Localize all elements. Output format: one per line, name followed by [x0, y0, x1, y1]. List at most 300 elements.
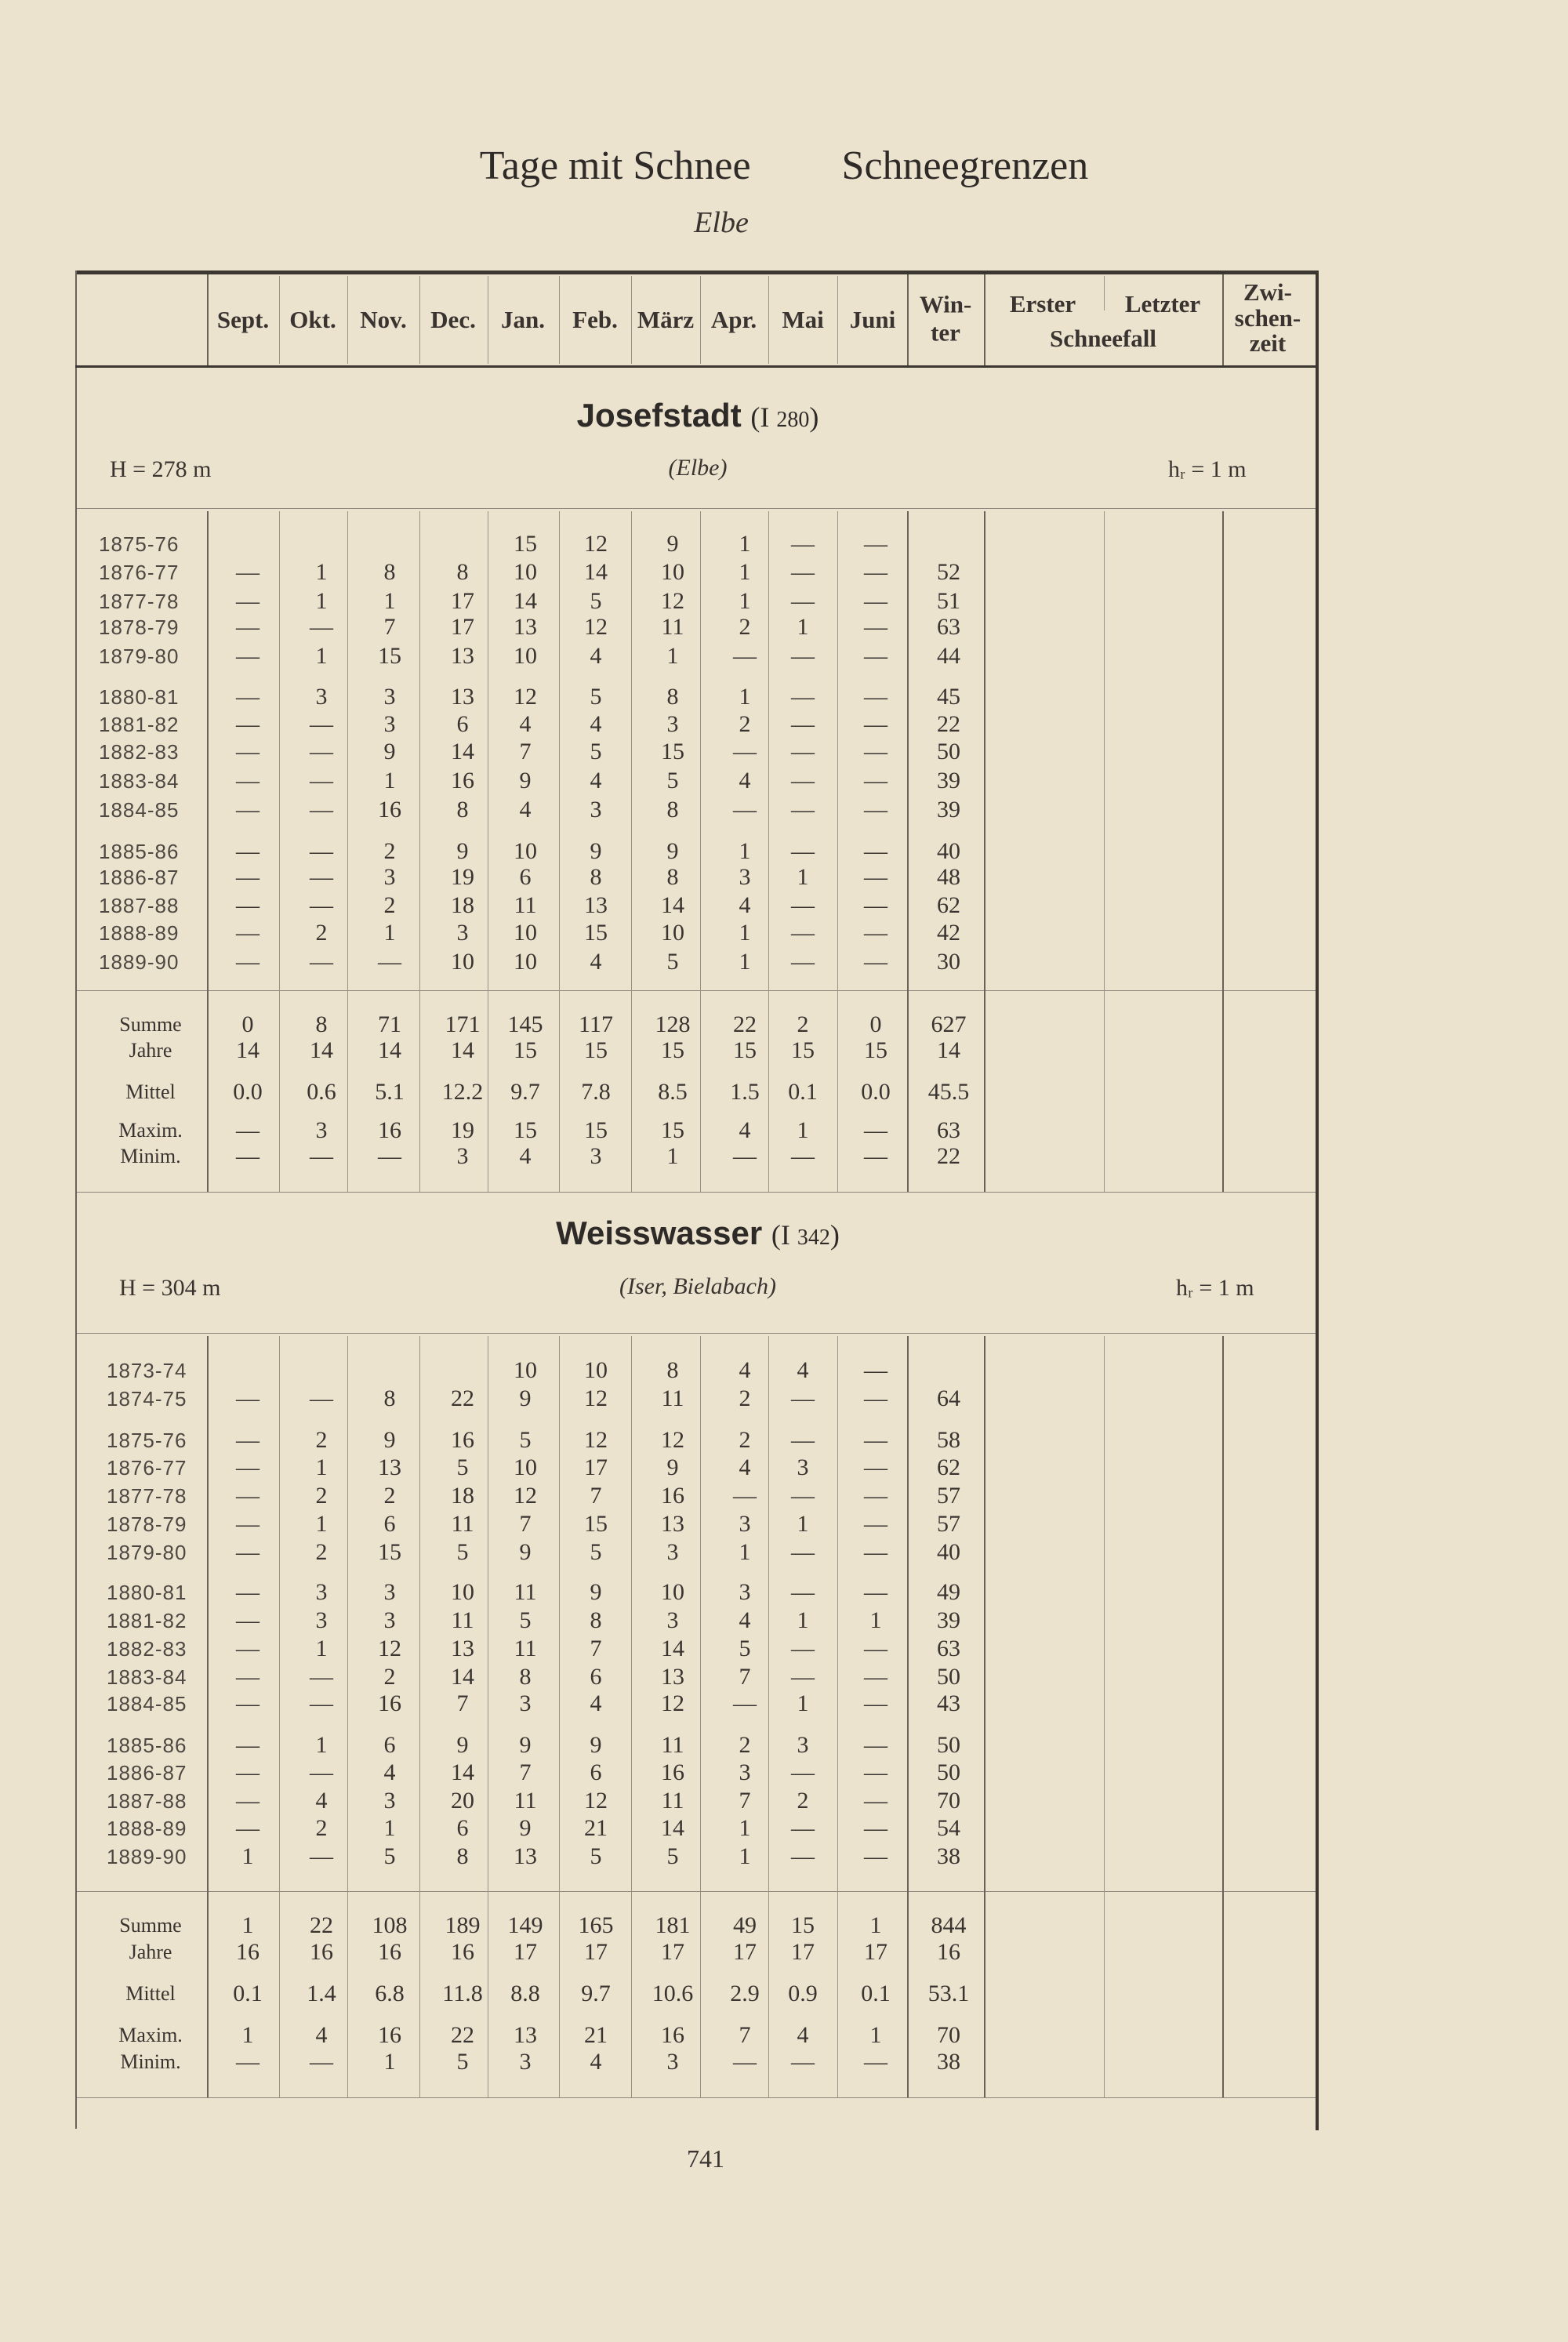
row-year: 1888-89: [99, 921, 180, 945]
table-cell: —: [310, 1690, 333, 1716]
table-cell: 1: [739, 949, 751, 975]
table-cell: 1: [797, 1690, 809, 1716]
page-number: 741: [687, 2144, 724, 2173]
summary-label: Maxim.: [118, 1119, 183, 1142]
table-cell: 12: [514, 684, 537, 710]
row-year: 1885-86: [107, 1734, 187, 1757]
summary-cell: 181: [655, 1912, 691, 1938]
column-rule: [347, 1336, 348, 2097]
table-cell: —: [864, 1690, 887, 1716]
table-cell: 1: [666, 643, 679, 669]
table-cell: 11: [514, 1636, 537, 1661]
row-year: 1883-84: [99, 769, 180, 793]
table-cell: 1: [739, 1843, 751, 1869]
row-year: 1888-89: [107, 1817, 187, 1840]
row-year: 1889-90: [99, 950, 180, 974]
section-bottom-rule: [77, 1192, 1316, 1193]
table-cell: —: [236, 1511, 260, 1537]
header-between: [1235, 280, 1301, 357]
table-cell: 4: [739, 768, 751, 793]
table-cell: —: [310, 768, 333, 793]
summary-cell: 63: [937, 1117, 960, 1143]
table-cell: —: [864, 1539, 887, 1565]
table-cell: 9: [666, 838, 679, 864]
summary-cell: —: [864, 2049, 887, 2075]
table-cell: 2: [315, 1483, 328, 1509]
table-cell: —: [791, 892, 815, 918]
column-rule: [907, 511, 909, 1192]
column-rule: [279, 511, 280, 1192]
summary-cell: 16: [378, 1117, 401, 1143]
column-rule: [1104, 1336, 1105, 2097]
table-cell: 3: [383, 864, 396, 890]
station-title: [556, 1215, 840, 1252]
table-cell: 9: [383, 739, 396, 764]
table-cell: 17: [451, 614, 474, 640]
table-cell: 5: [666, 949, 679, 975]
table-cell: —: [791, 1427, 815, 1453]
summary-cell: 5: [456, 2049, 469, 2075]
table-cell: 13: [378, 1454, 401, 1480]
summary-cell: 70: [937, 2022, 960, 2048]
table-cell: 3: [797, 1732, 809, 1758]
table-cell: 2: [797, 1788, 809, 1814]
table-cell: —: [236, 864, 260, 890]
table-cell: 1: [315, 1454, 328, 1480]
summary-cell: 8.8: [510, 1981, 540, 2006]
table-cell: 4: [739, 1357, 751, 1383]
summary-cell: 1: [869, 2022, 882, 2048]
table-cell: —: [310, 711, 333, 737]
table-cell: —: [791, 1539, 815, 1565]
summary-cell: 22: [310, 1912, 333, 1938]
summary-cell: 53.1: [927, 1981, 970, 2006]
summary-cell: 1: [241, 2022, 254, 2048]
summary-cell: —: [310, 1143, 333, 1169]
summary-cell: 9.7: [581, 1981, 611, 2006]
summary-cell: 0.1: [861, 1981, 891, 2006]
table-cell: 8: [456, 559, 469, 585]
table-cell: 3: [315, 1579, 328, 1605]
table-cell: —: [236, 1815, 260, 1841]
summary-cell: 1: [666, 1143, 679, 1169]
table-cell: —: [864, 920, 887, 946]
column-rule: [559, 511, 560, 1192]
row-year: 1886-87: [107, 1761, 187, 1785]
table-cell: 9: [590, 1579, 602, 1605]
table-cell: 6: [456, 1815, 469, 1841]
table-cell: 14: [451, 1759, 474, 1785]
table-cell: 5: [590, 1843, 602, 1869]
row-year: 1889-90: [107, 1845, 187, 1868]
summary-cell: 627: [931, 1011, 967, 1037]
table-cell: 11: [661, 1788, 684, 1814]
table-cell: 12: [584, 1427, 608, 1453]
row-year: 1887-88: [99, 894, 180, 917]
summary-cell: —: [733, 2049, 757, 2075]
table-cell: 1: [797, 1511, 809, 1537]
row-year: 1876-77: [107, 1456, 187, 1480]
header-between-line1: Zwi-: [1243, 278, 1292, 307]
table-cell: 3: [315, 684, 328, 710]
table-cell: 1: [383, 588, 396, 614]
table-cell: 10: [451, 949, 474, 975]
summary-cell: 16: [661, 2022, 684, 2048]
row-year: 1873-74: [107, 1359, 187, 1382]
table-cell: 2: [383, 892, 396, 918]
summary-cell: 1.5: [730, 1079, 760, 1105]
table-cell: 10: [661, 1579, 684, 1605]
summary-cell: 15: [733, 1037, 757, 1063]
table-cell: 7: [590, 1483, 602, 1509]
column-rule: [419, 511, 420, 1192]
table-cell: 43: [937, 1690, 960, 1716]
table-cell: 4: [739, 1454, 751, 1480]
row-year: 1878-79: [107, 1512, 187, 1536]
table-cell: —: [791, 920, 815, 946]
station-name: Josefstadt: [576, 397, 742, 434]
row-year: 1882-83: [99, 740, 180, 764]
table-cell: 8: [456, 1843, 469, 1869]
table-cell: —: [791, 1664, 815, 1690]
table-cell: —: [791, 1636, 815, 1661]
row-year: 1874-75: [107, 1387, 187, 1411]
table-cell: 3: [456, 920, 469, 946]
table-cell: 2: [315, 1539, 328, 1565]
column-rule: [984, 1336, 985, 2097]
table-cell: —: [236, 1690, 260, 1716]
summary-cell: 8.5: [658, 1079, 688, 1105]
table-cell: 12: [584, 1385, 608, 1411]
station-hr: hᵣ = 1 m: [1168, 456, 1247, 482]
table-cell: 3: [590, 797, 602, 822]
table-cell: 1: [315, 1511, 328, 1537]
station-ref-suffix: ): [829, 1219, 840, 1251]
table-cell: —: [310, 892, 333, 918]
table-cell: 12: [378, 1636, 401, 1661]
table-cell: 1: [739, 1539, 751, 1565]
summary-cell: 15: [791, 1037, 815, 1063]
summary-cell: 3: [315, 1117, 328, 1143]
summary-cell: 149: [507, 1912, 543, 1938]
table-cell: 45: [937, 684, 960, 710]
summary-cell: 4: [315, 2022, 328, 2048]
table-cell: 2: [315, 920, 328, 946]
table-cell: 16: [661, 1759, 684, 1785]
table-cell: —: [733, 797, 757, 822]
summary-cell: 3: [519, 2049, 532, 2075]
table-cell: 11: [514, 1788, 537, 1814]
table-cell: 3: [739, 1759, 751, 1785]
table-cell: 11: [451, 1607, 474, 1633]
table-cell: —: [733, 1690, 757, 1716]
column-rule: [279, 1336, 280, 2097]
table-cell: 5: [383, 1843, 396, 1869]
table-cell: 1: [315, 643, 328, 669]
table-cell: 2: [383, 1483, 396, 1509]
table-cell: 1: [797, 1607, 809, 1633]
table-cell: 39: [937, 1607, 960, 1633]
table-cell: —: [864, 768, 887, 793]
table-cell: 9: [456, 1732, 469, 1758]
header-between-line2: schen-: [1234, 303, 1301, 332]
station-name: Weisswasser: [556, 1215, 763, 1251]
summary-cell: 0.0: [233, 1079, 263, 1105]
table-cell: 2: [739, 1732, 751, 1758]
summary-rule: [77, 1891, 1316, 1892]
station-ref: [771, 1219, 840, 1251]
summary-cell: 0.6: [307, 1079, 336, 1105]
table-cell: 10: [661, 920, 684, 946]
section-bottom-rule: [77, 2097, 1316, 2098]
summary-cell: 10.6: [652, 1981, 694, 2006]
table-cell: 8: [666, 864, 679, 890]
summary-label: Minim.: [120, 1145, 181, 1167]
table-cell: 3: [739, 1511, 751, 1537]
table-cell: 14: [451, 739, 474, 764]
summary-cell: —: [236, 2049, 260, 2075]
table-cell: —: [236, 1788, 260, 1814]
table-cell: 13: [451, 1636, 474, 1661]
summary-cell: 12.2: [441, 1079, 484, 1105]
row-year: 1881-82: [107, 1609, 187, 1632]
table-cell: 44: [937, 643, 960, 669]
column-rule: [984, 511, 985, 1192]
summary-cell: 165: [578, 1912, 614, 1938]
summary-rule: [77, 990, 1316, 991]
row-year: 1875-76: [99, 532, 180, 556]
header-month-7: März: [637, 306, 695, 334]
table-cell: 2: [383, 838, 396, 864]
summary-cell: 17: [733, 1939, 757, 1965]
column-rule: [559, 1336, 560, 2097]
summary-cell: 16: [378, 2022, 401, 2048]
table-cell: —: [864, 838, 887, 864]
summary-cell: 14: [236, 1037, 260, 1063]
table-cell: 10: [451, 1579, 474, 1605]
table-cell: —: [310, 1843, 333, 1869]
table-cell: 40: [937, 838, 960, 864]
section-rule: [77, 1333, 1316, 1334]
table-cell: 13: [661, 1664, 684, 1690]
table-cell: 39: [937, 768, 960, 793]
table-cell: 22: [451, 1385, 474, 1411]
table-cell: 62: [937, 892, 960, 918]
table-cell: 6: [590, 1664, 602, 1690]
summary-cell: 844: [931, 1912, 967, 1938]
table-cell: 49: [937, 1579, 960, 1605]
table-cell: 10: [514, 920, 537, 946]
table-cell: 12: [661, 1690, 684, 1716]
summary-cell: 9.7: [510, 1079, 540, 1105]
table-cell: —: [236, 684, 260, 710]
table-cell: —: [310, 739, 333, 764]
column-rule: [207, 511, 209, 1192]
table-cell: —: [236, 614, 260, 640]
table-cell: —: [864, 1664, 887, 1690]
table-cell: —: [236, 1732, 260, 1758]
table-cell: 1: [739, 920, 751, 946]
table-cell: 7: [519, 739, 532, 764]
station-ref: [750, 401, 818, 433]
table-cell: 10: [661, 559, 684, 585]
summary-cell: 3: [456, 1143, 469, 1169]
table-cell: —: [864, 1427, 887, 1453]
summary-cell: —: [310, 2049, 333, 2075]
table-cell: —: [864, 588, 887, 614]
header-month-8: Apr.: [710, 306, 757, 334]
table-cell: 6: [519, 864, 532, 890]
table-cell: —: [236, 1636, 260, 1661]
table-cell: 10: [514, 643, 537, 669]
table-cell: —: [733, 643, 757, 669]
station-ref-number: 342: [797, 1225, 830, 1250]
table-cell: 2: [739, 1427, 751, 1453]
table-cell: —: [791, 588, 815, 614]
table-cell: 9: [519, 1539, 532, 1565]
table-cell: 7: [383, 614, 396, 640]
table-cell: 50: [937, 1664, 960, 1690]
summary-cell: 4: [739, 1117, 751, 1143]
summary-cell: 145: [507, 1011, 543, 1037]
table-cell: 9: [519, 768, 532, 793]
summary-cell: —: [236, 1117, 260, 1143]
row-year: 1884-85: [99, 798, 180, 822]
row-year: 1881-82: [99, 713, 180, 736]
table-cell: 16: [378, 1690, 401, 1716]
table-cell: 13: [514, 1843, 537, 1869]
table-cell: 12: [661, 588, 684, 614]
table-cell: —: [236, 920, 260, 946]
table-cell: 15: [378, 1539, 401, 1565]
summary-cell: 22: [733, 1011, 757, 1037]
table-cell: 39: [937, 797, 960, 822]
column-rule: [1222, 511, 1224, 1192]
table-cell: 19: [451, 864, 474, 890]
table-cell: —: [236, 739, 260, 764]
table-cell: 70: [937, 1788, 960, 1814]
summary-cell: 3: [666, 2049, 679, 2075]
table-cell: 64: [937, 1385, 960, 1411]
table-cell: 4: [590, 768, 602, 793]
table-cell: 9: [519, 1385, 532, 1411]
table-cell: —: [864, 1483, 887, 1509]
summary-label: Mittel: [125, 1080, 176, 1103]
table-cell: 9: [383, 1427, 396, 1453]
table-cell: —: [864, 614, 887, 640]
header-month-6: Feb.: [572, 306, 618, 334]
summary-cell: 49: [733, 1912, 757, 1938]
table-cell: 54: [937, 1815, 960, 1841]
table-cell: —: [864, 1843, 887, 1869]
table-cell: —: [236, 1539, 260, 1565]
table-cell: 16: [661, 1483, 684, 1509]
summary-cell: 117: [579, 1011, 613, 1037]
summary-label: Jahre: [129, 1941, 172, 1963]
table-cell: —: [236, 1454, 260, 1480]
table-cell: —: [791, 1579, 815, 1605]
table-cell: 5: [590, 588, 602, 614]
table-cell: 3: [797, 1454, 809, 1480]
table-cell: 1: [315, 1732, 328, 1758]
table-cell: 5: [590, 739, 602, 764]
table-cell: —: [791, 643, 815, 669]
row-year: 1879-80: [107, 1541, 187, 1564]
table-cell: —: [864, 864, 887, 890]
table-cell: 63: [937, 1636, 960, 1661]
table-cell: 4: [590, 711, 602, 737]
header-month-10: Juni: [849, 306, 896, 334]
table-cell: —: [864, 1636, 887, 1661]
station-hr: hᵣ = 1 m: [1176, 1275, 1254, 1301]
summary-cell: 15: [514, 1037, 537, 1063]
table-cell: —: [864, 949, 887, 975]
column-rule: [837, 511, 838, 1192]
summary-cell: 189: [445, 1912, 481, 1938]
table-cell: —: [236, 892, 260, 918]
title-left: Tage mit Schnee: [479, 143, 751, 188]
summary-cell: 1: [869, 1912, 882, 1938]
table-cell: —: [236, 1579, 260, 1605]
summary-cell: 16: [378, 1939, 401, 1965]
table-cell: —: [791, 1759, 815, 1785]
summary-label: Mittel: [125, 1982, 176, 2005]
table-cell: 5: [666, 1843, 679, 1869]
summary-cell: 15: [514, 1117, 537, 1143]
summary-label: Summe: [119, 1013, 182, 1036]
table-cell: 1: [315, 1636, 328, 1661]
table-cell: 15: [584, 1511, 608, 1537]
summary-cell: 1.4: [307, 1981, 336, 2006]
summary-cell: —: [733, 1143, 757, 1169]
table-cell: 30: [937, 949, 960, 975]
table-cell: 5: [666, 768, 679, 793]
table-cell: 4: [590, 1690, 602, 1716]
table-cell: 4: [739, 892, 751, 918]
table-cell: 13: [451, 684, 474, 710]
table-cell: 8: [666, 797, 679, 822]
table-cell: —: [864, 711, 887, 737]
summary-cell: 4: [519, 1143, 532, 1169]
table-cell: —: [864, 739, 887, 764]
table-cell: 15: [514, 531, 537, 557]
table-cell: 1: [739, 588, 751, 614]
table-cell: —: [864, 1454, 887, 1480]
summary-label: Jahre: [129, 1039, 172, 1062]
summary-cell: 11.8: [442, 1981, 483, 2006]
table-cell: —: [236, 1607, 260, 1633]
table-cell: 10: [584, 1357, 608, 1383]
table-cell: 4: [315, 1788, 328, 1814]
summary-cell: 13: [514, 2022, 537, 2048]
table-cell: —: [310, 949, 333, 975]
table-cell: —: [236, 1759, 260, 1785]
column-rule: [700, 511, 701, 1192]
summary-cell: 16: [236, 1939, 260, 1965]
table-cell: —: [791, 838, 815, 864]
station-river: (Elbe): [668, 455, 728, 481]
table-cell: 11: [661, 1385, 684, 1411]
table-cell: 51: [937, 588, 960, 614]
table-cell: 1: [315, 588, 328, 614]
table-cell: 9: [666, 1454, 679, 1480]
header-between-line3: zeit: [1249, 329, 1287, 358]
table-cell: 8: [383, 1385, 396, 1411]
table-cell: —: [236, 768, 260, 793]
table-cell: —: [864, 797, 887, 822]
summary-cell: 15: [584, 1037, 608, 1063]
table-cell: —: [310, 1759, 333, 1785]
